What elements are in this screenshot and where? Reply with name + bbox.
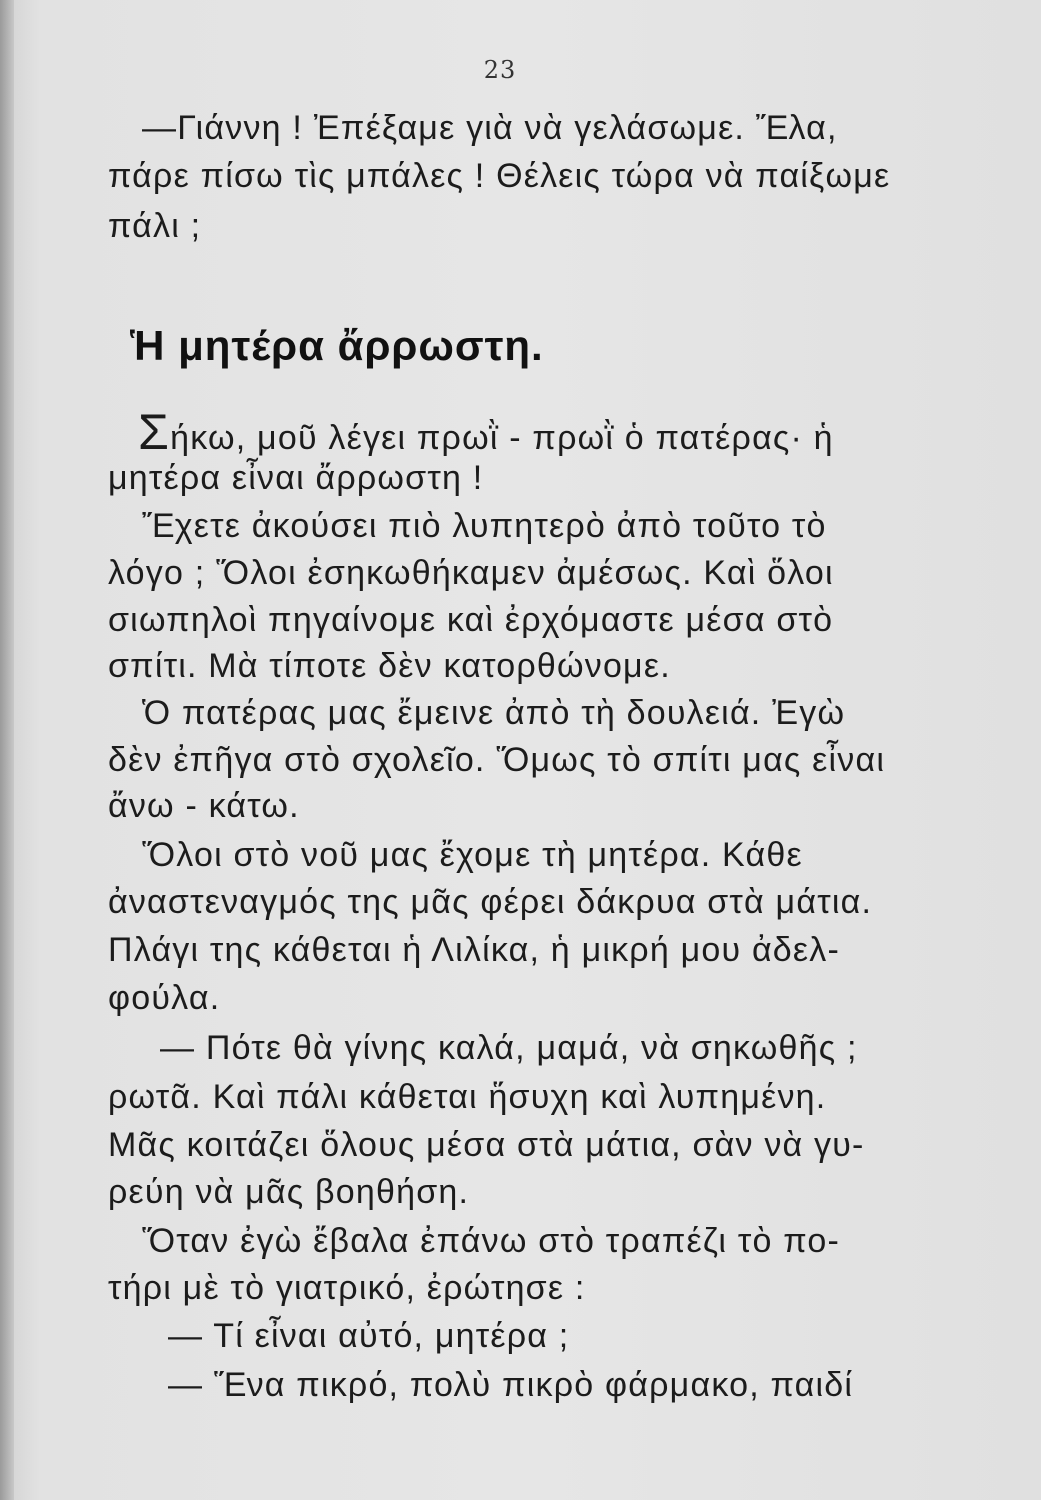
text-line: μητέρα εἶναι ἄρρωστη !: [108, 459, 484, 497]
text-line: ρωτᾶ. Καὶ πάλι κάθεται ἥσυχη καὶ λυπημένη.: [108, 1078, 827, 1116]
text-line: λόγο ; Ὅλοι ἐσηκωθήκαμεν ἀμέσως. Καὶ ὅλοι: [108, 554, 834, 592]
text-line: — Τί εἶναι αὐτό, μητέρα ;: [168, 1317, 570, 1355]
text-line: Ὁ πατέρας μας ἔμεινε ἀπὸ τὴ δουλειά. Ἐγὼ: [142, 694, 846, 732]
text-line: —Γιάννη ! Ἐπέξαμε γιὰ νὰ γελάσωμε. Ἔλα,: [142, 109, 838, 147]
text-line: ἀναστεναγμός της μᾶς φέρει δάκρυα στὰ μάτια.: [108, 883, 873, 921]
text-line: τήρι μὲ τὸ γιατρικό, ἐρώτησε :: [108, 1269, 586, 1307]
text-line: Ὅλοι στὸ νοῦ μας ἔχομε τὴ μητέρα. Κάθε: [142, 836, 803, 874]
text-line: φούλα.: [108, 979, 221, 1017]
text-line: πάλι ;: [108, 207, 202, 245]
text-line: Μᾶς κοιτάζει ὅλους μέσα στὰ μάτια, σὰν νὰ γυ-: [108, 1126, 865, 1164]
section-heading: Ἡ μητέρα ἄρρωστη.: [130, 322, 544, 369]
text-line: ρεύη νὰ μᾶς βοηθήση.: [108, 1173, 470, 1211]
text-line: Ἔχετε ἀκούσει πιὸ λυπητερὸ ἀπὸ τοῦτο τὸ: [142, 507, 827, 545]
text-line: — Ἕνα πικρό, πολὺ πικρὸ φάρμακο, παιδί: [168, 1366, 854, 1404]
first-line-text: ήκω, μοῦ λέγει πρωῒ - πρωῒ ὁ πατέρας· ἡ: [170, 419, 834, 457]
binding-edge: [0, 0, 14, 1500]
text-line: πάρε πίσω τὶς μπάλες ! Θέλεις τώρα νὰ παίξωμε: [108, 157, 891, 195]
drop-cap: Σ: [138, 404, 171, 460]
text-line: — Πότε θὰ γίνης καλά, μαμά, νὰ σηκωθῆς ;: [160, 1029, 858, 1067]
text-line: ἄνω - κάτω.: [108, 787, 300, 825]
text-line: σιωπηλοὶ πηγαίνομε καὶ ἐρχόμαστε μέσα στὸ: [108, 601, 834, 639]
text-line: δὲν ἐπῆγα στὸ σχολεῖο. Ὅμως τὸ σπίτι μας εἶναι: [108, 741, 886, 779]
text-line: Ὅταν ἐγὼ ἔβαλα ἐπάνω στὸ τραπέζι τὸ πο-: [142, 1222, 841, 1260]
page-number: 23: [483, 56, 517, 84]
text-line: Πλάγι της κάθεται ἡ Λιλίκα, ἡ μικρή μου ἀδελ-: [108, 931, 841, 969]
text-line: σπίτι. Μὰ τίποτε δὲν κατορθώνομε.: [108, 647, 671, 685]
text-line-first: [138, 404, 834, 460]
